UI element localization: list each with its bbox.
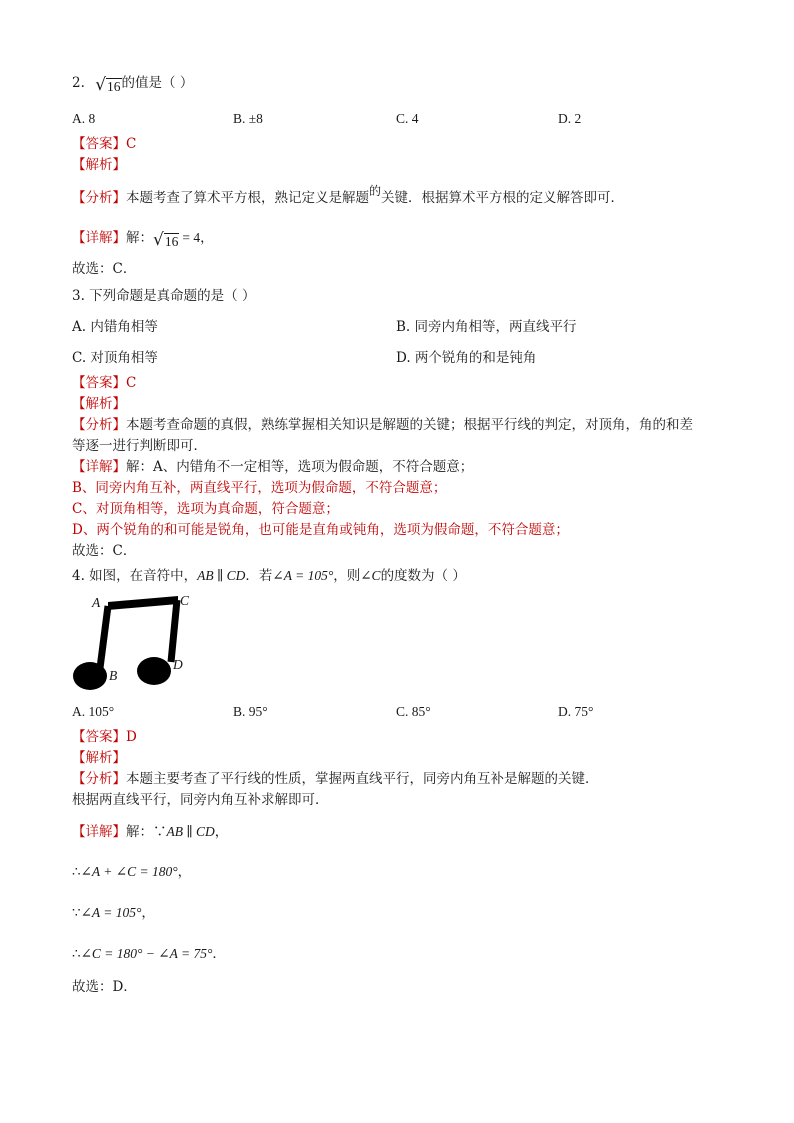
q4-analysis-line-2: 根据两直线平行，同旁内角互补求解即可． [72,792,329,808]
q3-option-b: B. 同旁内角相等，两直线平行 [396,319,577,335]
q4-solution-step-3: ∠A = 105° [80,905,142,920]
q4-solution [72,823,228,841]
q4-option-d: D. 75° [558,704,594,719]
q2-option-a: A. 8 [72,111,96,126]
q3-analysis-line-2: 等逐一进行判断即可． [72,438,207,454]
q4-option-b: B. 95° [233,704,268,719]
q4-stem [72,567,466,585]
q4-therefore-2: ∴ [72,946,81,962]
q3-answer [72,374,136,392]
q2-analysis-text-2: 关键．根据算术平方根的定义解答即可． [381,190,625,206]
q2-answer-tag: 【答案】 [72,136,126,152]
q2-solution-suffix: ， [200,230,214,246]
q2-sqrt-expression: √ 16 [95,75,121,95]
q4-solution-step-3-end: ， [141,905,155,921]
q4-answer-value: D [126,729,137,745]
q3-solution-line-b: B、同旁内角互补，两直线平行，选项为假命题，不符合题意； [72,480,447,496]
q2-option-d: D. 2 [558,111,582,126]
q3-stem: 3. 下列命题是真命题的是（ ） [72,288,256,304]
q4-stem-4: 的度数为（ ） [380,568,466,584]
q2-analysis [72,184,625,207]
q3-option-c: C. 对顶角相等 [72,350,158,366]
q4-because-2: ∵ [72,905,81,921]
q2-answer-value: C [126,136,137,152]
q3-solution-line-d: D、两个锐角的和可能是锐角，也可能是直角或钝角，选项为假命题，不符合题意； [72,522,569,538]
q4-solution-step-2-end: ， [177,864,192,880]
q4-stem-1: 4. 如图，在音符中， [72,568,198,584]
q2-solution [72,229,214,249]
q3-solution-line-c: C、对顶角相等，选项为真命题，符合题意； [72,501,339,517]
q4-stem-ab-cd: AB ∥ CD [197,568,246,583]
q4-therefore-1: ∴ [72,864,81,880]
q4-solution-prefix: 解：∵ [126,824,167,840]
q2-jiexi-heading: 【解析】 [72,157,126,173]
q4-option-a: A. 105° [72,704,115,719]
q4-option-c: C. 85° [396,704,431,719]
q4-stem-angle-a: ∠A = 105° [272,568,334,583]
q2-conclusion: 故选：C． [72,261,137,277]
q4-solution-step-1-end: ， [214,824,229,840]
q3-answer-value: C [126,375,137,391]
q4-solution-step-2: ∠A + ∠C = 180° [80,864,178,879]
note-beam [108,596,178,610]
note-head-right [137,657,171,685]
q3-solution [72,458,473,476]
q4-solution-step-1: AB ∥ CD [166,824,215,839]
note-head-left [73,662,107,690]
q2-solution-equation: = 4 [182,230,201,245]
q2-answer [72,135,136,153]
q3-analysis-text-1: 本题考查命题的真假，熟练掌握相关知识是解题的关键；根据平行线的判定，对顶角，角的和差 [126,417,693,433]
note-stem-right [171,600,177,662]
q2-analysis-de: 的 [369,184,382,198]
q4-answer-tag: 【答案】 [72,729,126,745]
q2-number: 2. [72,75,85,91]
q4-solution-step-4-end: ． [212,946,226,962]
q4-figure-label-b: B [109,668,118,683]
q2-option-c: C. 4 [396,111,419,126]
q4-analysis-text-1: 本题主要考查了平行线的性质，掌握两直线平行，同旁内角互补是解题的关键． [126,771,599,787]
q4-figure-label-c: C [180,593,190,608]
q2-solution-sqrt: √ 16 [153,230,179,250]
q4-solution-line-4 [72,945,226,963]
q3-analysis [72,416,693,434]
note-stem-left [100,606,108,668]
q4-solution-line-2 [72,863,191,881]
q4-figure-label-a: A [92,595,101,610]
q2-option-b: B. ±8 [233,111,263,126]
q4-solution-tag: 【详解】 [72,824,126,840]
q4-stem-3: ，则 [333,568,361,584]
q4-jiexi-heading: 【解析】 [72,750,126,766]
q2-solution-radicand: 16 [164,234,179,249]
q3-jiexi-heading: 【解析】 [72,396,126,412]
q2-solution-tag: 【详解】 [72,230,126,246]
q3-solution-tag: 【详解】 [72,459,126,475]
q2-solution-prefix: 解： [126,230,153,246]
q2-stem-text: 的值是（ ） [121,75,194,91]
q4-solution-step-4: ∠C = 180° − ∠A = 75° [80,946,213,961]
q2-analysis-text-1: 本题考查了算术平方根，熟记定义是解题 [126,190,369,206]
q2-radicand: 16 [107,79,121,94]
q3-analysis-tag: 【分析】 [72,417,126,433]
q2-stem [72,74,193,94]
q4-figure-label-d: D [173,657,183,672]
q4-solution-line-3 [72,904,155,922]
q4-stem-2: ．若 [245,568,273,584]
q4-analysis-tag: 【分析】 [72,771,126,787]
q4-answer [72,728,137,746]
q4-stem-angle-c: ∠C [360,568,381,583]
q3-conclusion: 故选：C． [72,543,137,559]
q4-analysis [72,770,599,788]
q3-answer-tag: 【答案】 [72,375,126,391]
q2-analysis-tag: 【分析】 [72,190,126,206]
q4-conclusion: 故选：D． [72,979,137,995]
q3-solution-line-a: 解：A、内错角不一定相等，选项为假命题，不符合题意； [126,459,474,475]
q3-option-a: A. 内错角相等 [72,319,158,335]
q3-option-d: D. 两个锐角的和是钝角 [396,350,537,366]
